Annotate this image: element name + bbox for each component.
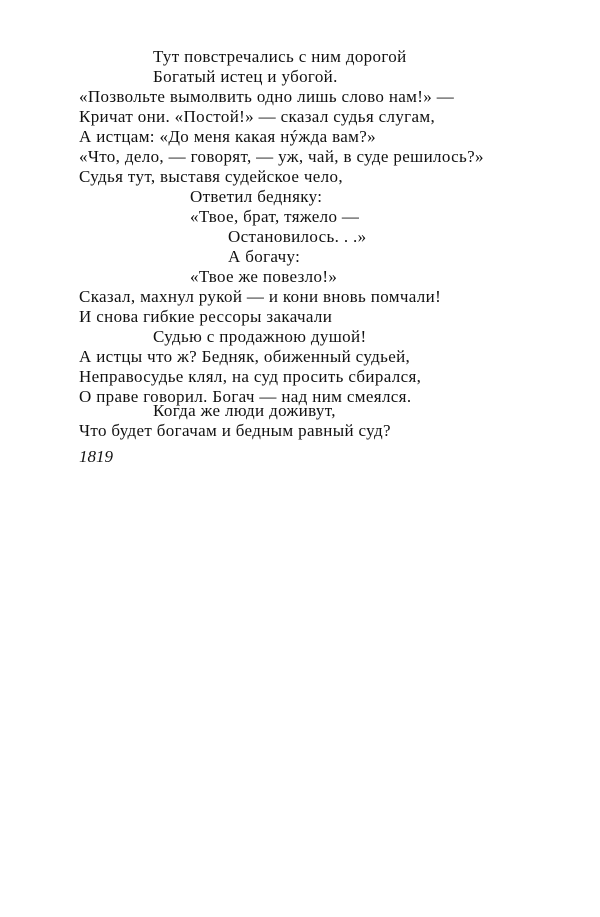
poem-line: Остановилось. . .» [228, 227, 367, 246]
poem-line: Что будет богачам и бедным равный суд? [79, 421, 391, 440]
poem-line: «Твое же повезло!» [190, 267, 338, 286]
poem-line: «Позвольте вымолвить одно лишь слово нам!» — [79, 87, 455, 106]
poem-line: И снова гибкие рессоры закачали [79, 307, 333, 326]
poem-line: Кричат они. «Постой!» — сказал судья слугам, [79, 107, 436, 126]
poem-line: О праве говорил. Богач — над ним смеялся. [79, 387, 412, 406]
poem-line: Неправосудье клял, на суд просить сбирался, [79, 367, 422, 386]
poem-line: Тут повстречались с ним дорогой [153, 47, 407, 66]
poem-line: «Твое, брат, тяжело — [190, 207, 360, 226]
poem-line: Когда же люди доживут, [153, 401, 336, 420]
poem-date: 1819 [79, 447, 113, 466]
poem-line: А истцы что ж? Бедняк, обиженный судьей, [79, 347, 411, 366]
poem-line: А истцам: «До меня какая нýжда вам?» [79, 127, 376, 146]
poem-line: Сказал, махнул рукой — и кони вновь помчали! [79, 287, 442, 306]
poem-line: А богачу: [228, 247, 301, 266]
poem-line: Богатый истец и убогой. [153, 67, 338, 86]
poem-line: Судья тут, выставя судейское чело, [79, 167, 343, 186]
poem-line: «Что, дело, — говорят, — уж, чай, в суде решилось?» [79, 147, 484, 166]
poem-line: Судью с продажною душой! [153, 327, 367, 346]
poem-line: Ответил бедняку: [190, 187, 323, 206]
